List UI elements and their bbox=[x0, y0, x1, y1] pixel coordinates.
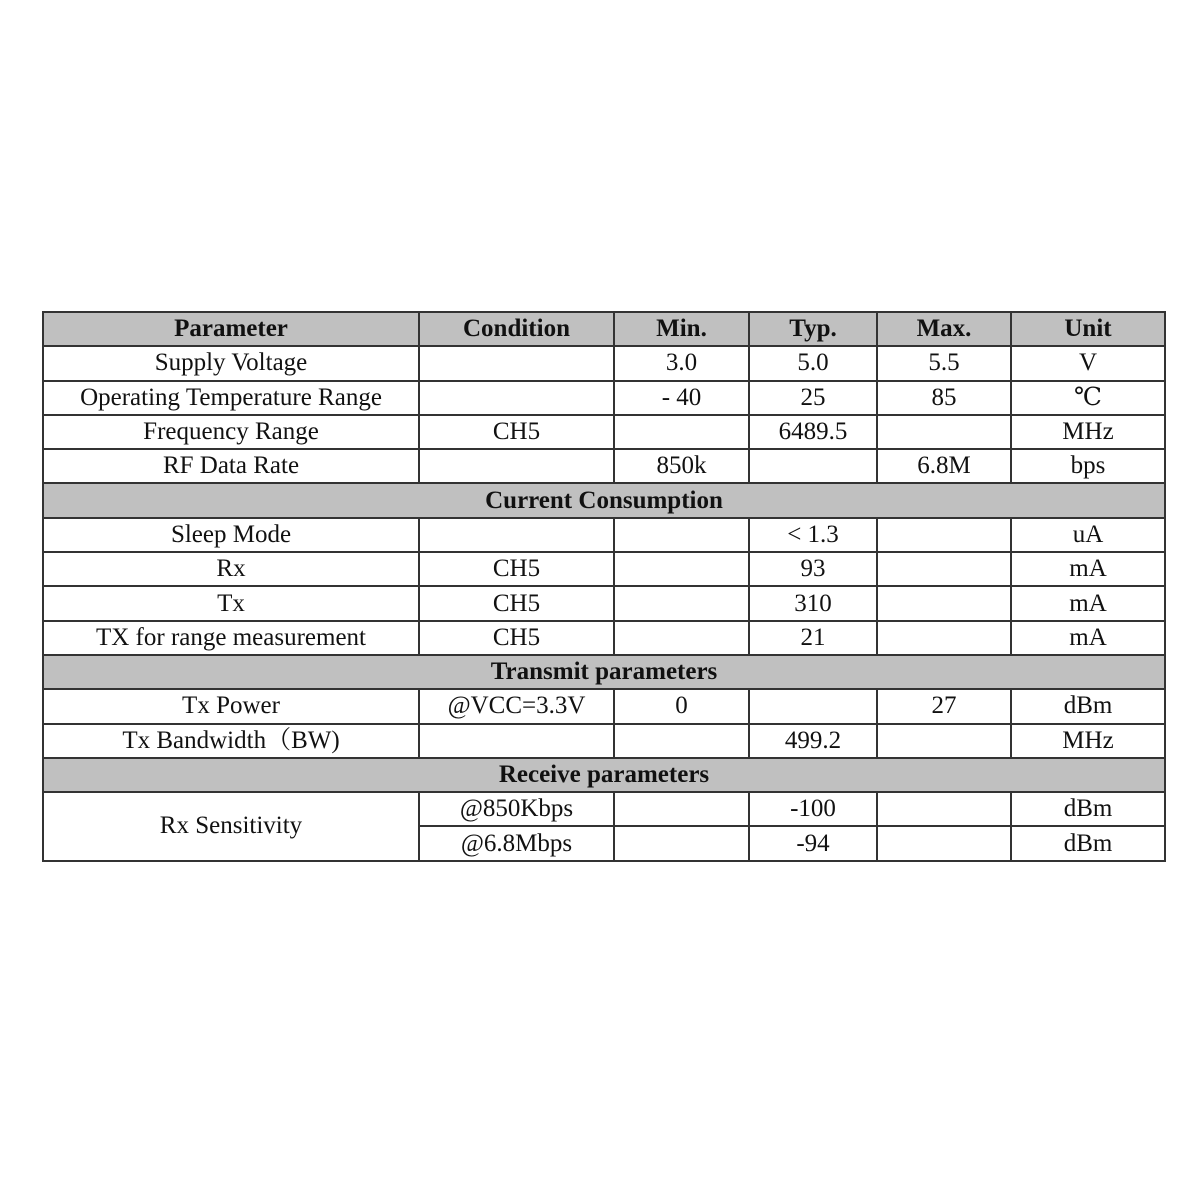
section-title: Transmit parameters bbox=[43, 655, 1165, 689]
cell-typ bbox=[749, 689, 877, 723]
section-current-consumption bbox=[43, 483, 1165, 517]
cell-min: 3.0 bbox=[614, 346, 749, 380]
cell-parameter: RF Data Rate bbox=[43, 449, 419, 483]
cell-condition bbox=[419, 346, 614, 380]
cell-max: 5.5 bbox=[877, 346, 1011, 380]
cell-unit: MHz bbox=[1011, 724, 1165, 758]
cell-condition bbox=[419, 449, 614, 483]
cell-max bbox=[877, 792, 1011, 826]
cell-condition: CH5 bbox=[419, 621, 614, 655]
cell-max bbox=[877, 724, 1011, 758]
cell-unit: dBm bbox=[1011, 792, 1165, 826]
header-typ: Typ. bbox=[749, 312, 877, 346]
cell-unit: bps bbox=[1011, 449, 1165, 483]
cell-typ: 310 bbox=[749, 586, 877, 620]
cell-min bbox=[614, 724, 749, 758]
cell-parameter: Supply Voltage bbox=[43, 346, 419, 380]
cell-max bbox=[877, 552, 1011, 586]
cell-parameter: Frequency Range bbox=[43, 415, 419, 449]
cell-unit: uA bbox=[1011, 518, 1165, 552]
cell-typ: 93 bbox=[749, 552, 877, 586]
cell-min bbox=[614, 621, 749, 655]
header-row bbox=[43, 312, 1165, 346]
cell-condition: CH5 bbox=[419, 415, 614, 449]
cell-max: 27 bbox=[877, 689, 1011, 723]
table-row-sleep-mode bbox=[43, 518, 1165, 552]
cell-unit: dBm bbox=[1011, 826, 1165, 860]
cell-max bbox=[877, 415, 1011, 449]
section-receive-parameters bbox=[43, 758, 1165, 792]
table-row-frequency-range bbox=[43, 415, 1165, 449]
cell-parameter: Rx bbox=[43, 552, 419, 586]
table-row-rx bbox=[43, 552, 1165, 586]
cell-max: 6.8M bbox=[877, 449, 1011, 483]
cell-condition: @850Kbps bbox=[419, 792, 614, 826]
cell-typ: -94 bbox=[749, 826, 877, 860]
cell-unit: MHz bbox=[1011, 415, 1165, 449]
cell-condition bbox=[419, 518, 614, 552]
cell-typ: -100 bbox=[749, 792, 877, 826]
table-row-tx-power bbox=[43, 689, 1165, 723]
cell-typ bbox=[749, 449, 877, 483]
cell-max bbox=[877, 518, 1011, 552]
table-row-supply-voltage bbox=[43, 346, 1165, 380]
cell-unit: mA bbox=[1011, 621, 1165, 655]
cell-max bbox=[877, 826, 1011, 860]
cell-unit: dBm bbox=[1011, 689, 1165, 723]
table-row-tx-range-measurement bbox=[43, 621, 1165, 655]
cell-condition: @6.8Mbps bbox=[419, 826, 614, 860]
cell-typ: < 1.3 bbox=[749, 518, 877, 552]
cell-condition: @VCC=3.3V bbox=[419, 689, 614, 723]
table-row-tx-bandwidth bbox=[43, 724, 1165, 758]
table-row-rx-sensitivity-850k bbox=[43, 792, 1165, 826]
cell-condition: CH5 bbox=[419, 586, 614, 620]
cell-min: 0 bbox=[614, 689, 749, 723]
cell-min bbox=[614, 518, 749, 552]
specifications-table bbox=[42, 311, 1166, 862]
cell-typ: 6489.5 bbox=[749, 415, 877, 449]
header-parameter: Parameter bbox=[43, 312, 419, 346]
cell-min: 850k bbox=[614, 449, 749, 483]
table-row-tx bbox=[43, 586, 1165, 620]
cell-unit: mA bbox=[1011, 552, 1165, 586]
cell-parameter: Rx Sensitivity bbox=[43, 792, 419, 861]
cell-min bbox=[614, 552, 749, 586]
section-title: Receive parameters bbox=[43, 758, 1165, 792]
cell-condition bbox=[419, 381, 614, 415]
cell-min bbox=[614, 586, 749, 620]
cell-min bbox=[614, 792, 749, 826]
cell-parameter: Operating Temperature Range bbox=[43, 381, 419, 415]
cell-unit: ℃ bbox=[1011, 381, 1165, 415]
cell-condition bbox=[419, 724, 614, 758]
cell-typ: 21 bbox=[749, 621, 877, 655]
section-transmit-parameters bbox=[43, 655, 1165, 689]
cell-max: 85 bbox=[877, 381, 1011, 415]
cell-min bbox=[614, 826, 749, 860]
cell-typ: 499.2 bbox=[749, 724, 877, 758]
cell-condition: CH5 bbox=[419, 552, 614, 586]
cell-max bbox=[877, 586, 1011, 620]
cell-unit: mA bbox=[1011, 586, 1165, 620]
cell-parameter: Tx bbox=[43, 586, 419, 620]
table-row-operating-temperature bbox=[43, 381, 1165, 415]
cell-unit: V bbox=[1011, 346, 1165, 380]
cell-parameter: TX for range measurement bbox=[43, 621, 419, 655]
header-min: Min. bbox=[614, 312, 749, 346]
cell-parameter: Tx Power bbox=[43, 689, 419, 723]
header-max: Max. bbox=[877, 312, 1011, 346]
cell-min bbox=[614, 415, 749, 449]
table-row-rf-data-rate bbox=[43, 449, 1165, 483]
header-unit: Unit bbox=[1011, 312, 1165, 346]
section-title: Current Consumption bbox=[43, 483, 1165, 517]
cell-max bbox=[877, 621, 1011, 655]
cell-min: - 40 bbox=[614, 381, 749, 415]
header-condition: Condition bbox=[419, 312, 614, 346]
cell-parameter: Tx Bandwidth（BW) bbox=[43, 724, 419, 758]
cell-typ: 25 bbox=[749, 381, 877, 415]
cell-parameter: Sleep Mode bbox=[43, 518, 419, 552]
cell-typ: 5.0 bbox=[749, 346, 877, 380]
